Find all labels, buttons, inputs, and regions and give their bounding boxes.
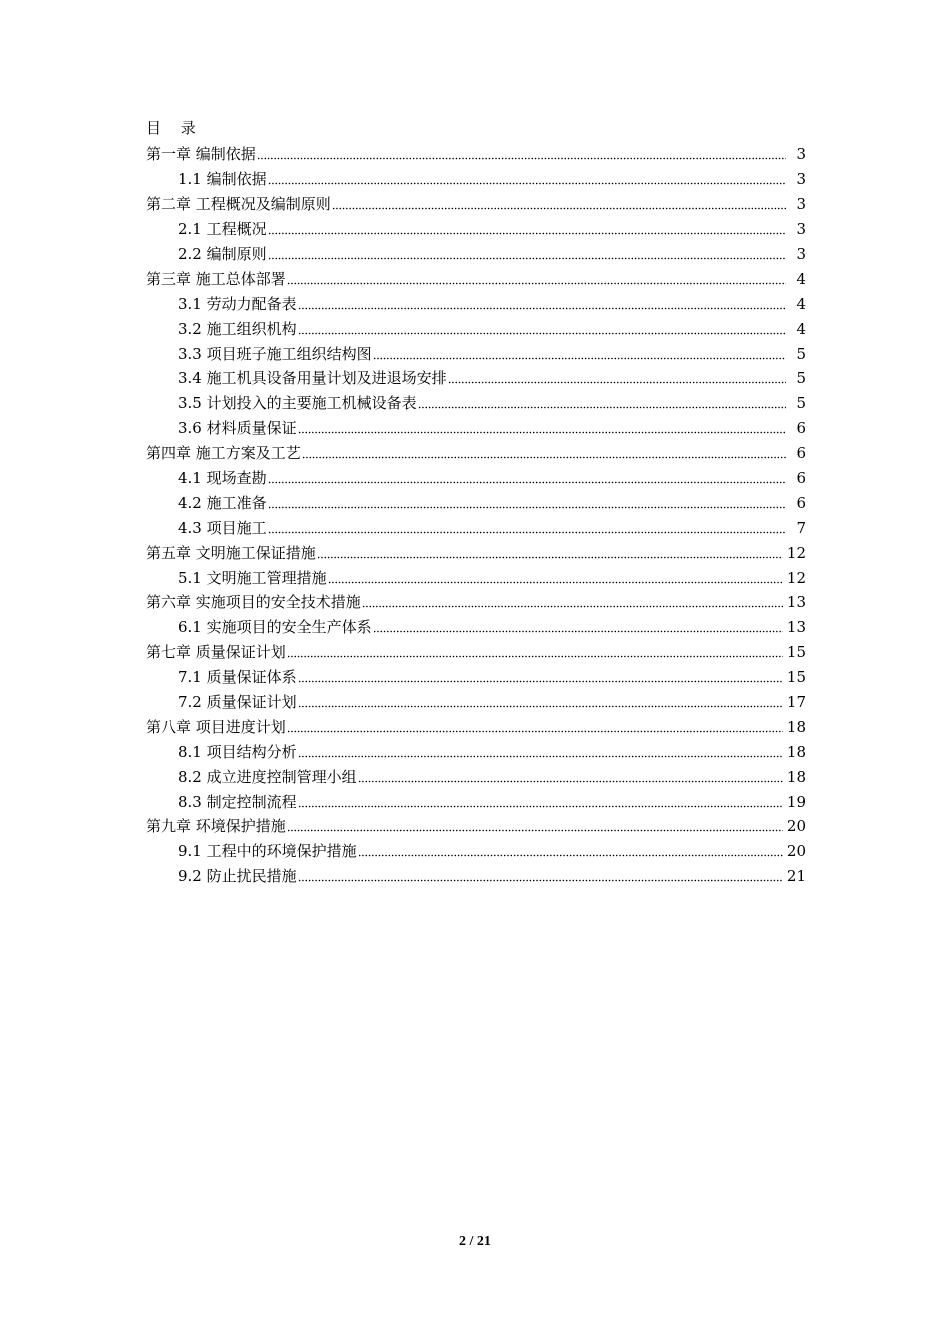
- toc-entry-title: 第四章 施工方案及工艺: [146, 444, 301, 463]
- toc-entry-title: 3.3 项目班子施工组织结构图: [178, 344, 372, 363]
- toc-entry-page-number: 6: [796, 469, 806, 488]
- toc-entry-page-number: 5: [796, 394, 806, 413]
- toc-entry-page-number: 17: [786, 693, 806, 712]
- toc-entry-title: 7.1 质量保证体系: [178, 668, 297, 687]
- toc-section-entry[interactable]: [146, 739, 806, 764]
- toc-title: 目 录: [146, 119, 196, 137]
- toc-section-entry[interactable]: [146, 515, 806, 540]
- table-of-contents: [146, 142, 806, 889]
- toc-section-entry[interactable]: [146, 316, 806, 341]
- toc-entry-page-number: 20: [786, 842, 806, 861]
- toc-dot-leader: [298, 870, 783, 882]
- toc-section-entry[interactable]: [146, 789, 806, 814]
- toc-entry-page-number: 21: [786, 867, 806, 886]
- toc-dot-leader: [287, 721, 783, 733]
- toc-entry-page-number: 15: [786, 668, 806, 687]
- toc-entry-title: 第九章 环境保护措施: [146, 817, 286, 836]
- toc-entry-title: 2.1 工程概况: [178, 220, 267, 239]
- page-number-footer: 2 / 21: [459, 1234, 491, 1249]
- toc-dot-leader: [298, 696, 783, 708]
- toc-entry-title: 2.2 编制原则: [178, 245, 267, 263]
- toc-entry-title: 4.3 项目施工: [178, 518, 267, 537]
- toc-section-entry[interactable]: [146, 167, 806, 192]
- toc-entry-title: 第七章 质量保证计划: [146, 643, 286, 662]
- toc-entry-page-number: 4: [796, 269, 806, 288]
- toc-dot-leader: [268, 173, 786, 185]
- toc-section-entry[interactable]: [146, 764, 806, 789]
- toc-entry-title: 9.2 防止扰民措施: [178, 867, 297, 886]
- toc-entry-page-number: 3: [796, 145, 806, 164]
- toc-entry-page-number: 13: [786, 593, 806, 612]
- toc-dot-leader: [287, 273, 786, 285]
- toc-dot-leader: [298, 671, 783, 683]
- toc-chapter-entry[interactable]: [146, 714, 806, 739]
- toc-entry-title: 第五章 文明施工保证措施: [146, 543, 316, 562]
- toc-section-entry[interactable]: [146, 416, 806, 441]
- toc-entry-title: 3.5 计划投入的主要施工机械设备表: [178, 394, 417, 413]
- toc-section-entry[interactable]: [146, 615, 806, 640]
- toc-entry-title: 第八章 项目进度计划: [146, 717, 286, 736]
- toc-dot-leader: [373, 621, 783, 633]
- toc-dot-leader: [298, 746, 783, 758]
- toc-chapter-entry[interactable]: [146, 142, 806, 167]
- toc-entry-title: 第二章 工程概况及编制原则: [146, 195, 331, 214]
- toc-entry-page-number: 18: [786, 717, 806, 736]
- toc-entry-page-number: 3: [796, 170, 806, 189]
- toc-dot-leader: [362, 596, 783, 608]
- toc-entry-page-number: 15: [786, 643, 806, 662]
- toc-dot-leader: [298, 298, 786, 310]
- toc-entry-page-number: 3: [796, 245, 806, 263]
- toc-entry-page-number: 13: [786, 618, 806, 637]
- toc-chapter-entry[interactable]: [146, 640, 806, 665]
- toc-section-entry[interactable]: [146, 366, 806, 391]
- toc-entry-title: 3.4 施工机具设备用量计划及进退场安排: [178, 369, 447, 388]
- toc-dot-leader: [268, 472, 786, 484]
- toc-dot-leader: [257, 148, 786, 160]
- toc-dot-leader: [298, 796, 783, 808]
- toc-dot-leader: [268, 248, 786, 260]
- toc-dot-leader: [332, 198, 786, 210]
- toc-entry-page-number: 18: [786, 767, 806, 786]
- toc-entry-page-number: 3: [796, 195, 806, 214]
- toc-entry-page-number: 5: [796, 369, 806, 388]
- toc-chapter-entry[interactable]: [146, 590, 806, 615]
- toc-entry-page-number: 18: [786, 742, 806, 761]
- toc-entry-title: 3.6 材料质量保证: [178, 419, 297, 438]
- toc-entry-page-number: 6: [796, 419, 806, 438]
- toc-section-entry[interactable]: [146, 242, 806, 267]
- toc-dot-leader: [287, 646, 783, 658]
- toc-section-entry[interactable]: [146, 217, 806, 242]
- toc-entry-title: 3.2 施工组织机构: [178, 319, 297, 338]
- toc-section-entry[interactable]: [146, 291, 806, 316]
- toc-entry-title: 3.1 劳动力配备表: [178, 294, 297, 313]
- toc-entry-title: 7.2 质量保证计划: [178, 693, 297, 712]
- toc-entry-page-number: 3: [796, 220, 806, 239]
- toc-entry-page-number: 7: [796, 518, 806, 537]
- toc-dot-leader: [358, 845, 783, 857]
- toc-dot-leader: [317, 547, 783, 559]
- toc-entry-title: 第三章 施工总体部署: [146, 269, 286, 288]
- toc-entry-title: 8.2 成立进度控制管理小组: [178, 767, 357, 786]
- toc-entry-page-number: 20: [786, 817, 806, 836]
- toc-section-entry[interactable]: [146, 665, 806, 690]
- toc-dot-leader: [358, 771, 783, 783]
- toc-entry-page-number: 4: [796, 319, 806, 338]
- toc-entry-page-number: 6: [796, 444, 806, 463]
- toc-section-entry[interactable]: [146, 565, 806, 590]
- toc-section-entry[interactable]: [146, 391, 806, 416]
- toc-section-entry[interactable]: [146, 690, 806, 715]
- toc-entry-title: 9.1 工程中的环境保护措施: [178, 842, 357, 861]
- toc-entry-title: 4.2 施工准备: [178, 493, 267, 512]
- toc-entry-title: 6.1 实施项目的安全生产体系: [178, 618, 372, 637]
- toc-entry-title: 第六章 实施项目的安全技术措施: [146, 593, 361, 612]
- toc-entry-title: 8.1 项目结构分析: [178, 742, 297, 761]
- toc-entry-page-number: 19: [786, 792, 806, 811]
- toc-entry-page-number: 4: [796, 294, 806, 313]
- toc-chapter-entry[interactable]: [146, 540, 806, 565]
- toc-entry-title: 8.3 制定控制流程: [178, 792, 297, 811]
- toc-dot-leader: [268, 223, 786, 235]
- toc-entry-title: 5.1 文明施工管理措施: [178, 568, 327, 587]
- toc-chapter-entry[interactable]: [146, 814, 806, 839]
- toc-dot-leader: [298, 323, 786, 335]
- toc-entry-page-number: 12: [786, 568, 806, 587]
- toc-entry-page-number: 5: [796, 344, 806, 363]
- toc-dot-leader: [328, 572, 783, 584]
- toc-dot-leader: [298, 422, 786, 434]
- toc-chapter-entry[interactable]: [146, 441, 806, 466]
- toc-entry-title: 1.1 编制依据: [178, 170, 267, 189]
- toc-entry-page-number: 12: [786, 543, 806, 562]
- toc-chapter-entry[interactable]: [146, 192, 806, 217]
- toc-dot-leader: [268, 497, 786, 509]
- toc-section-entry[interactable]: [146, 466, 806, 491]
- toc-dot-leader: [287, 820, 783, 832]
- toc-dot-leader: [448, 372, 786, 384]
- toc-entry-title: 第一章 编制依据: [146, 145, 256, 164]
- toc-dot-leader: [268, 522, 786, 534]
- toc-dot-leader: [418, 397, 786, 409]
- toc-section-entry[interactable]: [146, 839, 806, 864]
- toc-section-entry[interactable]: [146, 864, 806, 889]
- toc-dot-leader: [373, 348, 786, 360]
- toc-section-entry[interactable]: [146, 341, 806, 366]
- toc-entry-page-number: 6: [796, 493, 806, 512]
- toc-dot-leader: [302, 447, 786, 459]
- toc-entry-title: 4.1 现场查勘: [178, 469, 267, 488]
- toc-section-entry[interactable]: [146, 490, 806, 515]
- toc-chapter-entry[interactable]: [146, 266, 806, 291]
